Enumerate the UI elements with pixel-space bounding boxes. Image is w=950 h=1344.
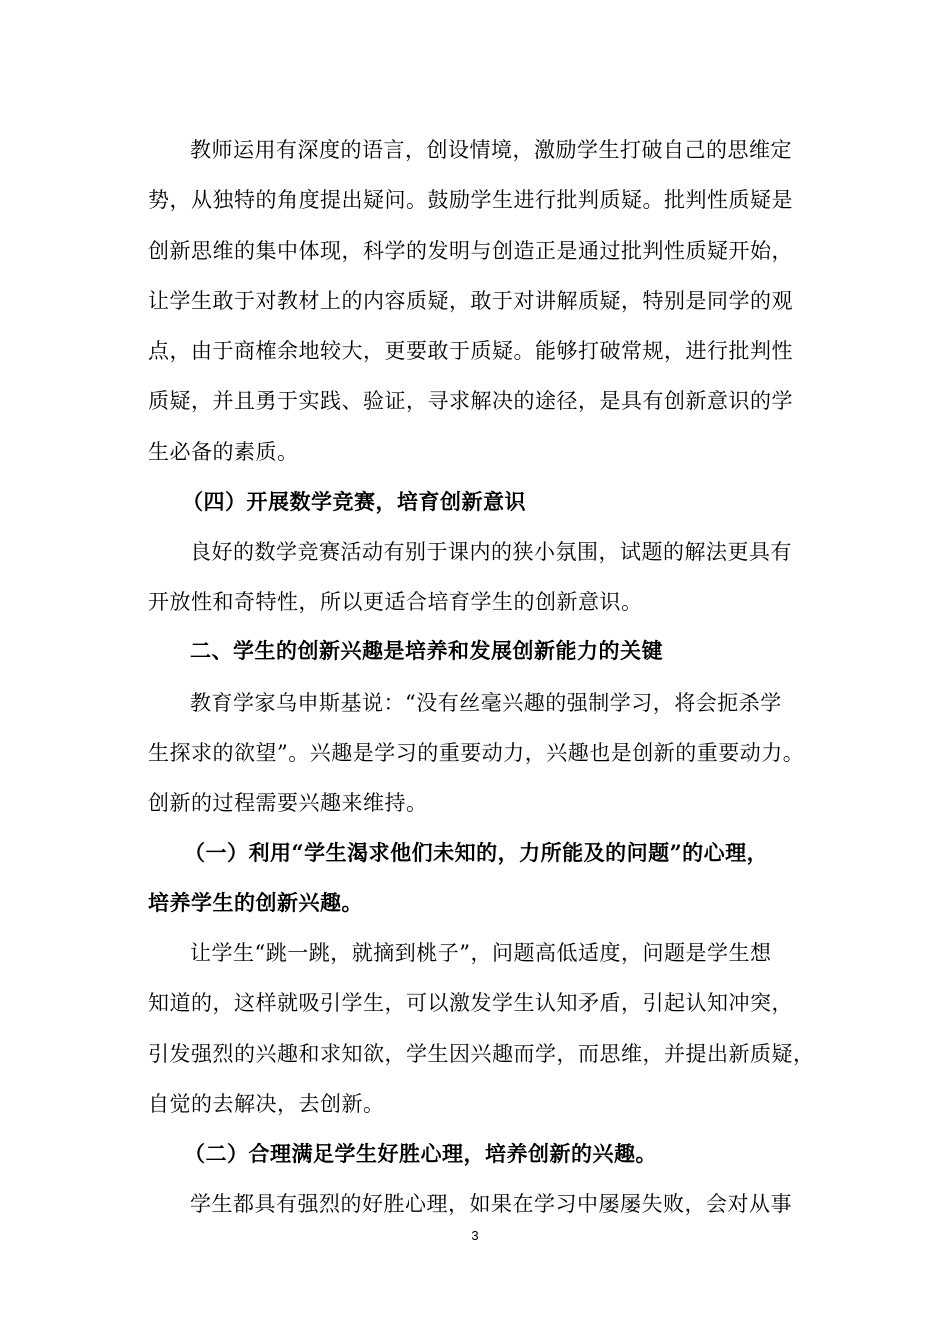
paragraph-line: 良好的数学竞赛活动有别于课内的狭小氛围，试题的解法更具有 xyxy=(190,540,792,564)
section-heading: （四）开展数学竞赛，培育创新意识 xyxy=(182,489,526,514)
paragraph-line: 开放性和奇特性，所以更适合培育学生的创新意识。 xyxy=(148,590,643,614)
paragraph-line: 教育学家乌申斯基说：“没有丝毫兴趣的强制学习，将会扼杀学 xyxy=(190,691,782,715)
paragraph-line: 引发强烈的兴趣和求知欲，学生因兴趣而学，而思维，并提出新质疑， xyxy=(148,1042,815,1066)
chapter-heading: 二、学生的创新兴趣是培养和发展创新能力的关键 xyxy=(190,638,663,663)
paragraph-line: 自觉的去解决，去创新。 xyxy=(148,1092,385,1116)
paragraph-line: 质疑，并且勇于实践、验证，寻求解决的途径，是具有创新意识的学 xyxy=(148,389,793,413)
paragraph-line: 势，从独特的角度提出疑问。鼓励学生进行批判质疑。批判性质疑是 xyxy=(148,188,793,212)
paragraph-line: 学生都具有强烈的好胜心理，如果在学习中屡屡失败，会对从事 xyxy=(190,1192,792,1216)
paragraph-line: 生必备的素质。 xyxy=(148,440,299,464)
paragraph-line: 让学生敢于对教材上的内容质疑，敢于对讲解质疑，特别是同学的观 xyxy=(148,289,793,313)
paragraph-line: 知道的，这样就吸引学生，可以激发学生认知矛盾，引起认知冲突， xyxy=(148,991,793,1015)
page-number: 3 xyxy=(471,1228,479,1243)
paragraph-line: 创新的过程需要兴趣来维持。 xyxy=(148,791,428,815)
section-heading: （一）利用“学生渴求他们未知的，力所能及的问题”的心理， xyxy=(184,840,769,865)
paragraph-line: 生探求的欲望”。兴趣是学习的重要动力，兴趣也是创新的重要动力。 xyxy=(148,741,805,765)
section-heading: 培养学生的创新兴趣。 xyxy=(148,890,363,915)
paragraph-line: 点，由于商榷余地较大，更要敢于质疑。能够打破常规，进行批判性 xyxy=(148,339,793,363)
section-heading: （二）合理满足学生好胜心理，培养创新的兴趣。 xyxy=(184,1141,657,1166)
paragraph-line: 让学生“跳一跳，就摘到桃子”，问题高低适度，问题是学生想 xyxy=(190,941,772,965)
paragraph-line: 教师运用有深度的语言，创设情境，激励学生打破自己的思维定 xyxy=(190,138,792,162)
paragraph-line: 创新思维的集中体现，科学的发明与创造正是通过批判性质疑开始， xyxy=(148,239,793,263)
